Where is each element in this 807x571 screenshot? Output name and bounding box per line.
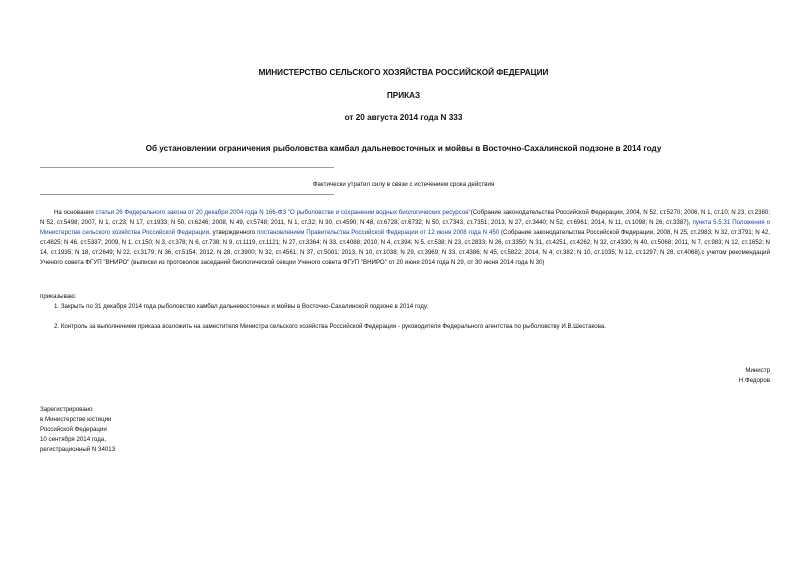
document-type: ПРИКАЗ: [386, 91, 421, 100]
law-article-26-link[interactable]: статьи 26 Федерального закона от 20 декабря 2004 года N 166-ФЗ "О рыболовстве и сохранении водных биологических ресурсов": [95, 209, 471, 216]
order-item-2: 2. Контроль за выполнением приказа возложить на заместителя Министра сельского хозяйства Российской Федерации - руководителя Федерального агентства по рыболовству И.В.Шестакова.: [54, 323, 607, 330]
preamble-text-3: , утвержденного: [209, 229, 258, 237]
preamble-paragraph: [40, 208, 770, 269]
signature-name: Н.Федоров: [738, 377, 770, 385]
ministry-regulation-link[interactable]: пункта 5.5.31 Положения о Министерстве сельского хозяйства Российской Федерации: [40, 219, 771, 237]
registration-line-2: в Министерстве юстиции: [40, 416, 112, 424]
preamble-text-2: (Собрание законодательства Российской Федерации, 2004, N 52, ст.5270; 2006, N 1, ст.10; N 23, ст.2380; N 52, ст.5498; 2007, N 1, ст.23; N 17, ст.1933; N 50, ст.6246; 2008, N 49, ст.5748; 2011, N 1, ст.32; N 30, ст.4590; N 48, ст.6728, ст.6732; N 50, ст.7343, ст.7351; 2013, N 27, ст.3440; N 52, ст.6961; 2014, N 11, ст.1098; N 26, ст.3387),: [40, 209, 770, 227]
document-date-number: от 20 августа 2014 года N 333: [344, 113, 463, 122]
status-note: Фактически утратил силу в связи с истечением срока действия: [312, 181, 495, 188]
order-item-1: 1. Закрыть по 31 декабря 2014 года рыболовство камбал дальневосточных и мойвы в Восточно-Сахалинской подзоне в 2014 году.: [54, 303, 429, 310]
registration-line-4: 10 сентября 2014 года,: [40, 436, 106, 444]
document-title: Об установлении ограничения рыболовства камбал дальневосточных и мойвы в Восточно-Сахалинской подзоне в 2014 году: [145, 144, 662, 153]
government-decree-link[interactable]: постановлением Правительства Российской Федерации от 12 июня 2008 года N 450: [257, 229, 500, 237]
registration-line-3: Российской Федерации: [40, 426, 107, 434]
registration-block: [40, 405, 115, 455]
registration-line-1: Зарегистрировано: [40, 406, 93, 413]
preamble-text-1: На основании: [54, 209, 96, 216]
signature-position: Министр: [745, 367, 770, 374]
ministry-name: МИНИСТЕРСТВО СЕЛЬСКОГО ХОЗЯЙСТВА РОССИЙСКОЙ ФЕДЕРАЦИИ: [258, 68, 549, 77]
registration-line-5: регистрационный N 34013: [40, 446, 116, 454]
divider-top: [40, 167, 334, 168]
divider-bottom: [40, 194, 334, 195]
orders-word: приказываю:: [40, 293, 77, 300]
preamble-text-4: (Собрание законодательства Российской Федерации, 2008, N 25, ст.2983; N 32, ст.3791; N 42, ст.4825; N 46, ст.5337; 2009, N 1, ст.150; N 3, ст.378; N 6, ст.738; N 9, ст.1119, ст.1121; N 27, ст.3364; N 33, ст.4088; 2010, N 4, ст.394; N 5, ст.538; N 23, ст.2833; N 26, ст.3350; N 31, ст.4251, ст.4262; N 32, ст.4330; N 40, ст.5068; 2011, N 7, ст.983; N 12, ст.1652; N 14, ст.1935; N 18, ст.2649; N 22, ст.3179; N 36, ст.5154; 2012, N 28, ст.3900; N 32, ст.4561; N 37, ст.5001; 2013, N 10, ст.1038; N 29, ст.3969; N 33, ст.4386; N 45, ст.5822; 2014, N 4, ст.382; N 10, ст.1035; N 12, ст.1297; N 28, ст.4068),с учетом рекомендаций Ученого совета ФГУП "ВНИРО" (выписки из протоколов заседаний биологической секции Ученого совета ФГУП "ВНИРО" от 20 июня 2014 года N 29, от 30 июня 2014 года N 30): [40, 229, 770, 267]
signature-block: [739, 366, 770, 386]
